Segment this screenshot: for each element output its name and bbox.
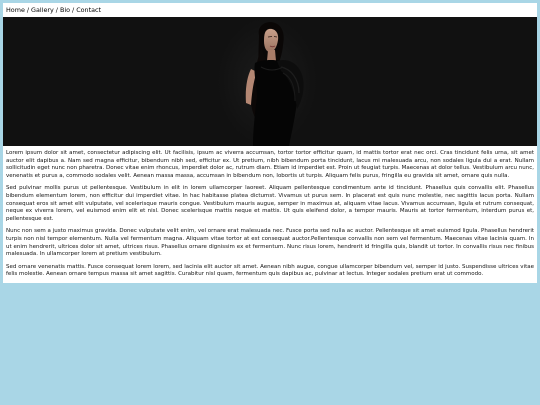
content-paragraph-3: Nunc non sem a justo maximus gravida. Donec vulputate velit enim, vel ornare erat malesuada nec. Fusce porta sed nulla ac auctor. Pellentesque sit amet euismod ligula. Phasellus hendrerit turpis non nisl tempor elementum. Nulla vel fermentum magna. Aliquam vitae tortor at est consequat auctor.Pellentesque convallis non sem vel fermentum. Maecenas vitae lacinia quam. In ut enim hendrerit, ultrices dolor sit amet, ultrices risus. Phasellus ornare dignissim ex et fermentum. Nunc risus lorem, hendrerit id fringilla quis, blandit ut tortor. In convallis risus nec finibus malesuada. In ullamcorper lorem at pretium vestibulum. (6, 228, 534, 258)
content-paragraph-1: Lorem ipsum dolor sit amet, consectetur adipiscing elit. Ut facilisis, ipsum ac viverra accumsan, tortor tortor efficitur quam, id mattis tortor erat nec orci. Cras tincidunt felis urna, sit amet auctor elit dapibus a. Nam sed magna efficitur, bibendum nibh sed, efficitur ex. Ut pretium, nibh bibendum porta tincidunt, lacus mi malesuada arcu, non sodales ligula dui a erat. Nullam sollicitudin eget nunc non pharetra. Donec vitae enim rhoncus, imperdiet dolor ac, rutrum diam. Etiam id imperdiet est. Proin ut feugiat turpis. Maecenas at dolor tellus. Vestibulum arcu nunc, venenatis et purus a, commodo sodales velit. Aenean massa massa, accumsan in bibendum non, lobortis ut turpis. Aliquam felis purus, fringilla eu gravida sit amet, ornare quis nulla. (6, 150, 534, 179)
top-nav (3, 3, 537, 17)
hero-portrait-image (217, 17, 317, 146)
page-container (3, 3, 537, 283)
content-paragraph-2: Sed pulvinar mollis purus ut pellentesque. Vestibulum in elit in lorem ullamcorper laoreet. Aliquam pellentesque condimentum ante id tincidunt. Phasellus quis convallis elit. Phasellus bibendum elementum lorem, non efficitur dui imperdiet vitae. In hac habitasse platea dictumst. Vivamus ut purus sem. In placerat est quis nunc molestie, nec sagittis lacus porta. Nullam consequat eros sit amet elit vulputate, vel scelerisque mauris congue. Vestibulum mauris augue, semper in maximus at, aliquam vitae lacus. Vivamus accumsan, ligula et rutrum consequat, neque ex viverra lorem, vel euismod enim elit et nisl. Donec scelerisque mattis neque et mattis. Ut quis eleifend dolor, a tempor mauris. Mauris at tortor fermentum, interdum purus et, pellentesque est. (6, 185, 534, 222)
nav-link-bio[interactable]: Bio (59, 6, 71, 14)
bio-content (3, 146, 537, 279)
nav-link-contact[interactable]: Contact (76, 6, 102, 14)
hero-banner (3, 17, 537, 146)
nav-link-home[interactable]: Home (6, 6, 25, 14)
nav-separator: / (55, 6, 58, 14)
nav-separator: / (72, 6, 75, 14)
nav-separator: / (26, 6, 30, 14)
nav-link-gallery[interactable]: Gallery (31, 6, 54, 14)
content-paragraph-4: Sed ornare venenatis mattis. Fusce consequat lorem lorem, sed lacinia elit auctor sit amet. Aenean nibh augue, congue ullamcorper bibendum vel, semper id justo. Suspendisse ultrices vitae felis molestie. Aenean ornare tempus massa sit amet sagittis. Curabitur nisl quam, fermentum quis dapibus ac, pulvinar at lectus. Integer sodales pretium erat ut commodo. (6, 263, 534, 278)
